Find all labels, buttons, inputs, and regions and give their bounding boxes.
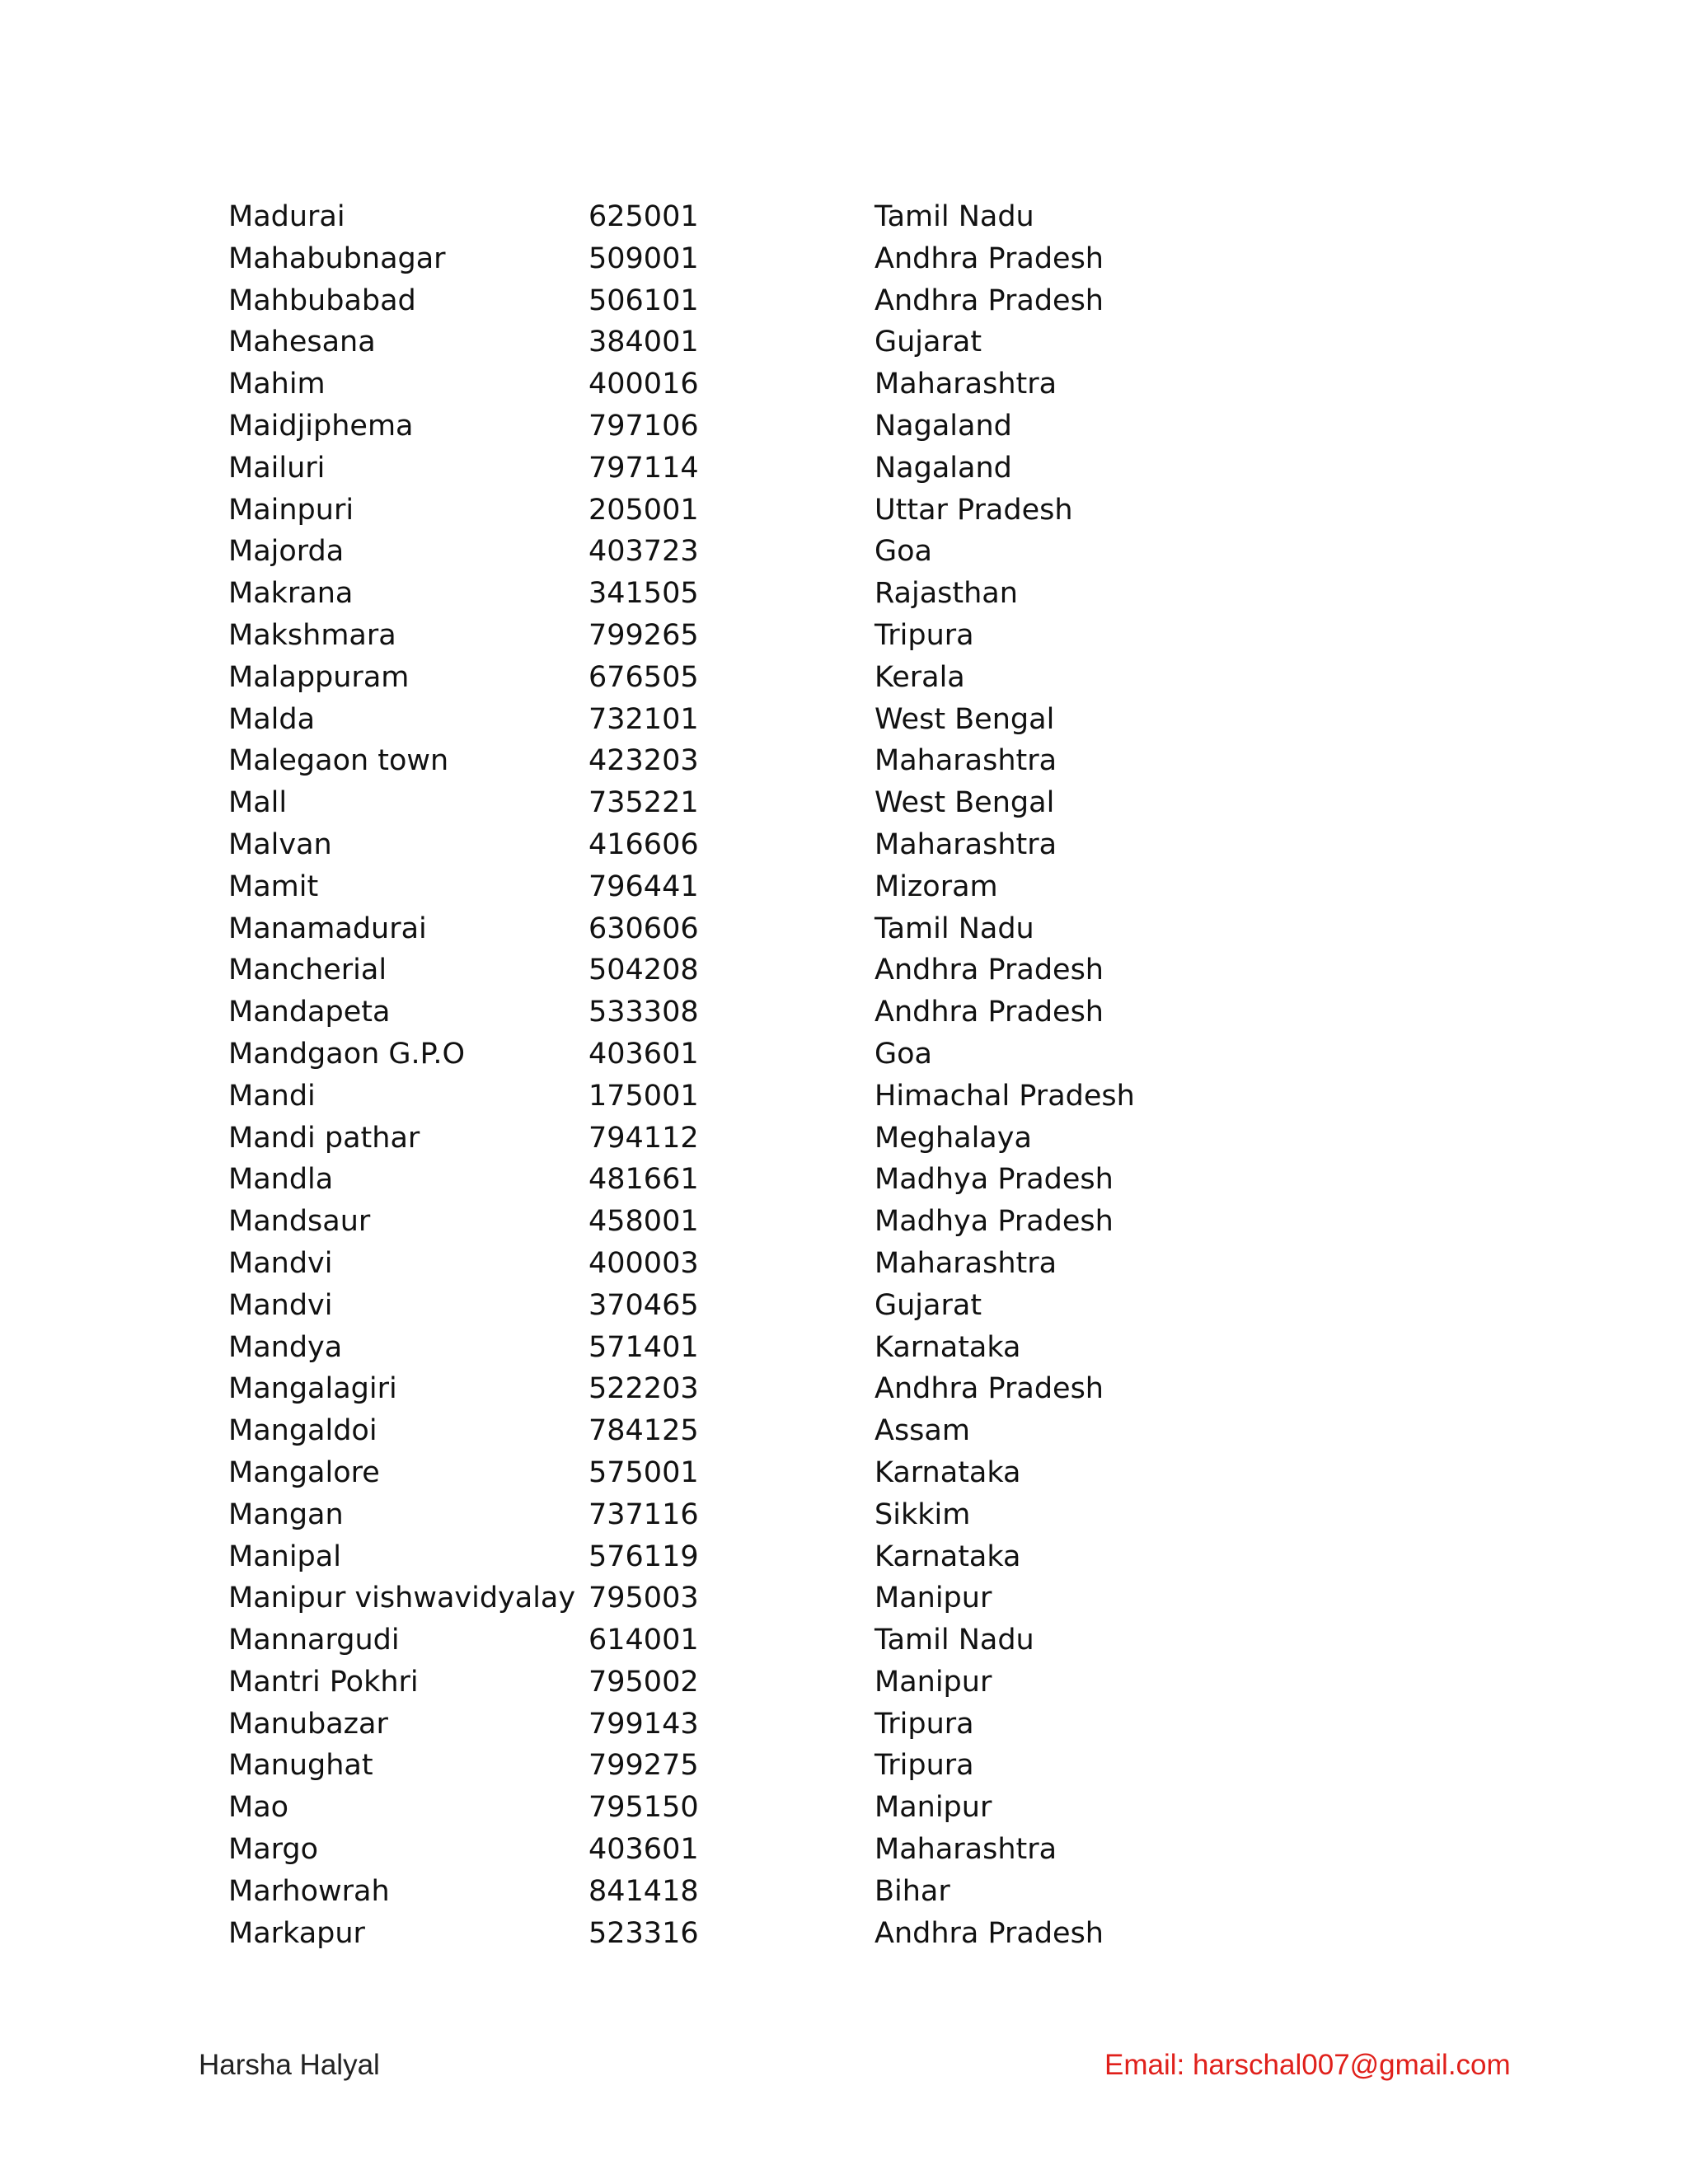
table-row: [228, 1829, 1448, 1871]
state-cell: Nagaland: [874, 409, 1012, 443]
table-row: [228, 949, 1448, 991]
state-cell: West Bengal: [874, 702, 1055, 736]
pincode-cell: 416606: [588, 827, 699, 861]
state-cell: Mizoram: [874, 869, 998, 903]
table-row: [228, 1327, 1448, 1369]
city-cell: Manipur vishwavidyalay: [228, 1582, 576, 1615]
table-row: [228, 1871, 1448, 1913]
table-row: [228, 196, 1448, 238]
pincode-cell: 735221: [588, 786, 699, 820]
pincode-cell: 614001: [588, 1624, 699, 1657]
pincode-cell: 625001: [588, 200, 699, 233]
state-cell: Meghalaya: [874, 1121, 1032, 1155]
pincode-cell: 795150: [588, 1791, 699, 1825]
city-cell: Mandya: [228, 1330, 343, 1364]
city-cell: Markapur: [228, 1916, 365, 1950]
state-cell: Manipur: [874, 1791, 992, 1825]
state-cell: Tripura: [874, 1749, 974, 1783]
state-cell: Maharashtra: [874, 1833, 1057, 1867]
table-row: [228, 866, 1448, 908]
state-cell: Bihar: [874, 1874, 950, 1908]
state-cell: Andhra Pradesh: [874, 241, 1104, 275]
pincode-cell: 737116: [588, 1497, 699, 1531]
pincode-cell: 205001: [588, 493, 699, 527]
state-cell: Maharashtra: [874, 744, 1057, 778]
city-cell: Malda: [228, 702, 316, 736]
city-cell: Mahesana: [228, 326, 376, 359]
table-row: [228, 1745, 1448, 1787]
city-cell: Mangan: [228, 1497, 344, 1531]
city-cell: Mahbubabad: [228, 284, 416, 317]
city-cell: Manughat: [228, 1749, 373, 1783]
pincode-table: [228, 196, 1448, 1954]
state-cell: Andhra Pradesh: [874, 1372, 1104, 1406]
table-row: [228, 1368, 1448, 1410]
pincode-cell: 341505: [588, 577, 699, 611]
city-cell: Makrana: [228, 577, 354, 611]
state-cell: Maharashtra: [874, 368, 1057, 401]
pincode-cell: 732101: [588, 702, 699, 736]
table-row: [228, 1159, 1448, 1201]
table-row: [228, 448, 1448, 490]
city-cell: Mannargudi: [228, 1624, 400, 1657]
state-cell: Gujarat: [874, 326, 982, 359]
city-cell: Manipal: [228, 1540, 341, 1573]
table-row: [228, 740, 1448, 782]
city-cell: Mall: [228, 786, 288, 820]
table-row: [228, 1704, 1448, 1746]
city-cell: Mandapeta: [228, 996, 391, 1029]
pincode-cell: 571401: [588, 1330, 699, 1364]
table-row: [228, 1076, 1448, 1118]
state-cell: Sikkim: [874, 1497, 971, 1531]
city-cell: Mandi pathar: [228, 1121, 420, 1155]
table-row: [228, 238, 1448, 280]
pincode-cell: 522203: [588, 1372, 699, 1406]
city-cell: Mandvi: [228, 1246, 333, 1280]
table-row: [228, 573, 1448, 615]
state-cell: Manipur: [874, 1665, 992, 1699]
pincode-cell: 796441: [588, 869, 699, 903]
city-cell: Mahim: [228, 368, 326, 401]
state-cell: Andhra Pradesh: [874, 996, 1104, 1029]
pincode-cell: 423203: [588, 744, 699, 778]
city-cell: Manamadurai: [228, 912, 427, 945]
pincode-cell: 841418: [588, 1874, 699, 1908]
state-cell: Maharashtra: [874, 1246, 1057, 1280]
table-row: [228, 1619, 1448, 1661]
state-cell: Rajasthan: [874, 577, 1018, 611]
city-cell: Mandgaon G.P.O: [228, 1037, 466, 1071]
table-row: [228, 363, 1448, 405]
city-cell: Manubazar: [228, 1707, 388, 1741]
city-cell: Mandi: [228, 1079, 316, 1113]
state-cell: Madhya Pradesh: [874, 1205, 1114, 1239]
city-cell: Mangalagiri: [228, 1372, 397, 1406]
pincode-cell: 794112: [588, 1121, 699, 1155]
pincode-cell: 630606: [588, 912, 699, 945]
table-row: [228, 405, 1448, 448]
state-cell: Madhya Pradesh: [874, 1163, 1114, 1197]
table-row: [228, 908, 1448, 950]
table-row: [228, 1494, 1448, 1536]
state-cell: West Bengal: [874, 786, 1055, 820]
pincode-cell: 509001: [588, 241, 699, 275]
pincode-cell: 481661: [588, 1163, 699, 1197]
pincode-cell: 795002: [588, 1665, 699, 1699]
state-cell: Tamil Nadu: [874, 200, 1034, 233]
city-cell: Mamit: [228, 869, 319, 903]
pincode-cell: 506101: [588, 284, 699, 317]
state-cell: Karnataka: [874, 1330, 1021, 1364]
table-row: [228, 1285, 1448, 1327]
pincode-cell: 784125: [588, 1414, 699, 1448]
city-cell: Mao: [228, 1791, 289, 1825]
pincode-cell: 504208: [588, 954, 699, 987]
city-cell: Malappuram: [228, 660, 410, 694]
city-cell: Madurai: [228, 200, 345, 233]
state-cell: Assam: [874, 1414, 970, 1448]
state-cell: Kerala: [874, 660, 965, 694]
state-cell: Andhra Pradesh: [874, 1916, 1104, 1950]
pincode-cell: 533308: [588, 996, 699, 1029]
footer-author: Harsha Halyal: [199, 2049, 380, 2081]
table-row: [228, 1410, 1448, 1452]
city-cell: Mantri Pokhri: [228, 1665, 419, 1699]
state-cell: Andhra Pradesh: [874, 284, 1104, 317]
pincode-cell: 575001: [588, 1455, 699, 1489]
state-cell: Karnataka: [874, 1540, 1021, 1573]
pincode-cell: 799143: [588, 1707, 699, 1741]
table-row: [228, 824, 1448, 866]
pincode-cell: 795003: [588, 1582, 699, 1615]
state-cell: Manipur: [874, 1582, 992, 1615]
table-row: [228, 1787, 1448, 1829]
city-cell: Malegaon town: [228, 744, 449, 778]
city-cell: Margo: [228, 1833, 319, 1867]
table-row: [228, 1452, 1448, 1494]
state-cell: Goa: [874, 535, 932, 569]
table-row: [228, 1201, 1448, 1243]
state-cell: Tripura: [874, 618, 974, 652]
state-cell: Goa: [874, 1037, 932, 1071]
state-cell: Andhra Pradesh: [874, 954, 1104, 987]
table-row: [228, 490, 1448, 532]
pincode-cell: 400016: [588, 368, 699, 401]
table-row: [228, 321, 1448, 363]
city-cell: Malvan: [228, 827, 332, 861]
table-row: [228, 280, 1448, 322]
city-cell: Mainpuri: [228, 493, 354, 527]
city-cell: Mailuri: [228, 451, 326, 485]
state-cell: Tamil Nadu: [874, 912, 1034, 945]
city-cell: Mangaldoi: [228, 1414, 377, 1448]
pincode-cell: 799265: [588, 618, 699, 652]
table-row: [228, 657, 1448, 699]
city-cell: Mandvi: [228, 1288, 333, 1322]
table-row: [228, 1118, 1448, 1160]
city-cell: Maidjiphema: [228, 409, 414, 443]
table-row: [228, 699, 1448, 741]
table-row: [228, 1661, 1448, 1704]
state-cell: Himachal Pradesh: [874, 1079, 1135, 1113]
table-row: [228, 531, 1448, 573]
city-cell: Mahabubnagar: [228, 241, 446, 275]
state-cell: Karnataka: [874, 1455, 1021, 1489]
pincode-cell: 403723: [588, 535, 699, 569]
table-row: [228, 615, 1448, 657]
city-cell: Mancherial: [228, 954, 387, 987]
pincode-cell: 370465: [588, 1288, 699, 1322]
table-row: [228, 782, 1448, 824]
table-row: [228, 991, 1448, 1033]
pincode-cell: 676505: [588, 660, 699, 694]
table-row: [228, 1913, 1448, 1955]
city-cell: Mandla: [228, 1163, 334, 1197]
pincode-cell: 384001: [588, 326, 699, 359]
table-row: [228, 1033, 1448, 1076]
table-row: [228, 1536, 1448, 1578]
pincode-cell: 458001: [588, 1205, 699, 1239]
pincode-cell: 576119: [588, 1540, 699, 1573]
city-cell: Majorda: [228, 535, 345, 569]
city-cell: Makshmara: [228, 618, 396, 652]
state-cell: Gujarat: [874, 1288, 982, 1322]
state-cell: Nagaland: [874, 451, 1012, 485]
state-cell: Maharashtra: [874, 827, 1057, 861]
pincode-cell: 400003: [588, 1246, 699, 1280]
pincode-cell: 403601: [588, 1833, 699, 1867]
pincode-cell: 175001: [588, 1079, 699, 1113]
pincode-cell: 797114: [588, 451, 699, 485]
pincode-cell: 523316: [588, 1916, 699, 1950]
state-cell: Uttar Pradesh: [874, 493, 1073, 527]
city-cell: Mangalore: [228, 1455, 380, 1489]
state-cell: Tripura: [874, 1707, 974, 1741]
pincode-cell: 403601: [588, 1037, 699, 1071]
city-cell: Mandsaur: [228, 1205, 371, 1239]
state-cell: Tamil Nadu: [874, 1624, 1034, 1657]
pincode-cell: 799275: [588, 1749, 699, 1783]
city-cell: Marhowrah: [228, 1874, 390, 1908]
table-row: [228, 1243, 1448, 1285]
table-row: [228, 1577, 1448, 1619]
pincode-cell: 797106: [588, 409, 699, 443]
footer-email: Email: harschal007@gmail.com: [1104, 2049, 1511, 2081]
